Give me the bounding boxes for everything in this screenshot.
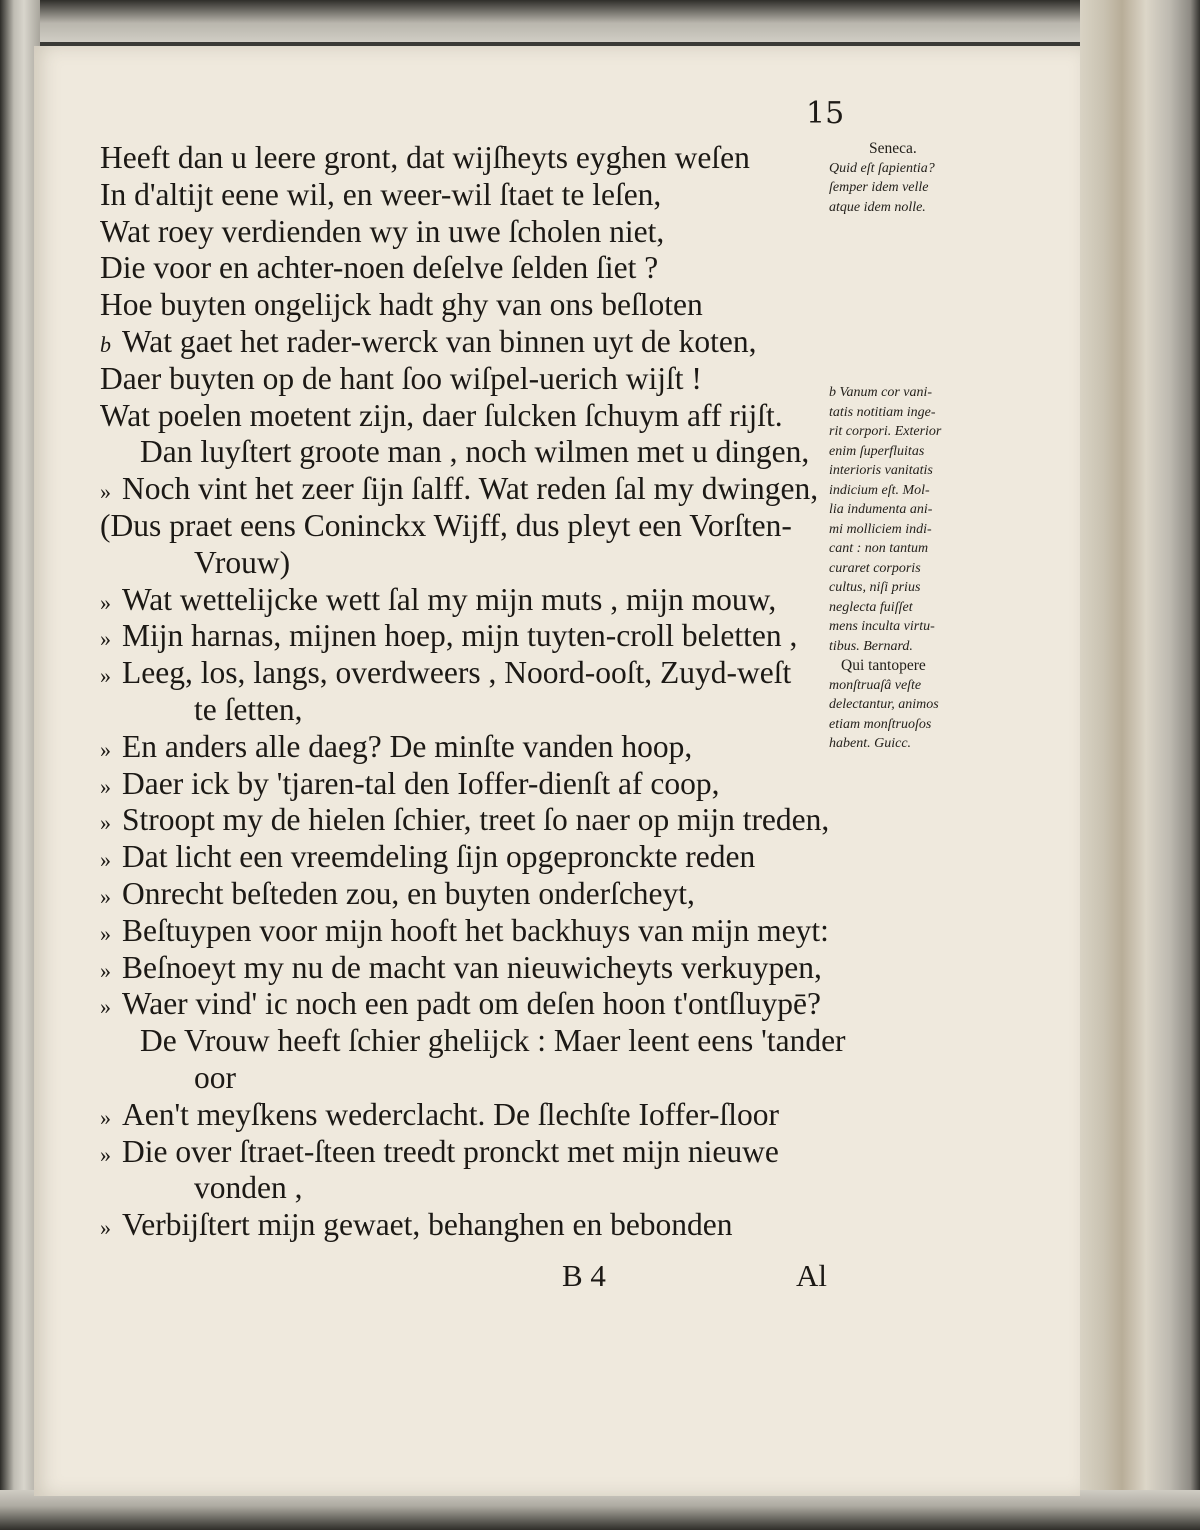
margin-note-line: Seneca.: [869, 140, 917, 157]
poem-line: Wat poelen moetent zijn, daer ſulcken ſchuym aff rijſt.: [100, 397, 783, 433]
poem-line: » Waer vind' ic noch een padt om deſen hoon t'ontſluypē?: [100, 986, 840, 1023]
quote-marker: »: [100, 1215, 111, 1241]
margin-note-line: mi molliciem indi-: [829, 521, 932, 537]
margin-note-line: Quid eſt ſapientia?: [829, 160, 935, 176]
margin-note-line: tibus. Bernard.: [829, 638, 913, 654]
poem-line: Hoe buyten ongelijck hadt ghy van ons beſloten: [100, 287, 703, 323]
quote-marker: »: [100, 847, 111, 873]
quote-marker: »: [100, 994, 111, 1020]
poem-line: te ſetten,: [194, 691, 303, 727]
margin-note-line: ſemper idem velle: [829, 180, 929, 195]
poem-line: » Verbijſtert mijn gewaet, behanghen en bebonden: [100, 1207, 840, 1244]
poem-line: » Stroopt my de hielen ſchier, treet ſo naer op mijn treden,: [100, 802, 840, 839]
quote-marker: »: [100, 773, 111, 799]
poem-line: » Beſtuypen voor mijn hooft het backhuys van mijn meyt:: [100, 913, 840, 950]
margin-note-line: monſtruaſâ veſte: [829, 677, 922, 693]
poem-line: » Aen't meyſkens wederclacht. De ſlechſte Ioffer-ſloor: [100, 1097, 840, 1134]
poem-line: » En anders alle daeg? De minſte vanden hoop,: [100, 729, 840, 766]
poem-line: » Beſnoeyt my nu de macht van nieuwicheyts verkuypen,: [100, 950, 840, 987]
poem-line: Heeft dan u leere gront, dat wijſheyts eyghen weſen: [100, 140, 750, 175]
margin-note-line: cultus, niſi prius: [829, 580, 921, 595]
poem-line: » Dat licht een vreemdeling ſijn opgepronckte reden: [100, 839, 840, 876]
poem-line: Vrouw): [194, 544, 291, 580]
margin-note-line: rit corpori. Exterior: [829, 424, 942, 439]
margin-note-line: interioris vanitatis: [829, 463, 933, 478]
page-number: 15: [806, 96, 845, 131]
book-cover-bottom: [0, 1490, 1200, 1530]
poem-line: » Daer ick by 'tjaren-tal den Ioffer-dienſt af coop,: [100, 766, 840, 803]
margin-note-seneca: [829, 139, 935, 217]
poem-line: » Noch vint het zeer ſijn ſalff. Wat reden ſal my dwingen,: [100, 471, 840, 508]
poem-line: Die voor en achter-noen deſelve ſelden ſiet ?: [100, 250, 659, 286]
poem-line: (Dus praet eens Coninckx Wijff, dus pleyt een Vorſten-: [100, 507, 792, 543]
margin-note-line: habent. Guicc.: [829, 736, 912, 751]
poem-line: » Onrecht beſteden zou, en buyten onderſcheyt,: [100, 876, 840, 913]
quote-marker: »: [100, 1141, 111, 1167]
book-cover-top: [0, 0, 1200, 42]
poem-line: » Mijn harnas, mijnen hoep, mijn tuyten-croll beletten ,: [100, 618, 840, 655]
quote-marker: »: [100, 920, 111, 946]
poem-text: [100, 140, 846, 1244]
poem-line: » Wat wettelijcke wett ſal my mijn muts , mijn mouw,: [100, 582, 840, 619]
poem-line: vonden ,: [194, 1170, 303, 1206]
book-page: [34, 46, 1080, 1496]
poem-line: Dan luyſtert groote man , noch wilmen met u dingen,: [140, 434, 810, 470]
quote-marker: »: [100, 1104, 111, 1130]
margin-note-line: enim ſuperfluitas: [829, 443, 925, 459]
margin-note-line: neglecta fuiſſet: [829, 599, 913, 615]
margin-note-line: b Vanum cor vani-: [829, 385, 933, 400]
quote-marker: »: [100, 663, 111, 689]
quote-marker: »: [100, 479, 111, 505]
quote-marker: »: [100, 957, 111, 983]
catchword: Al: [796, 1258, 827, 1293]
margin-note-line: indicium eſt. Mol-: [829, 482, 930, 498]
quote-marker: »: [100, 626, 111, 652]
signature-mark: B 4: [562, 1258, 606, 1293]
poem-line: oor: [194, 1059, 236, 1095]
margin-note-line: Qui tantopere: [841, 657, 926, 674]
page-edges-right: [1080, 0, 1200, 1530]
margin-note-line: lia indumenta ani-: [829, 502, 933, 517]
poem-line: De Vrouw heeft ſchier ghelijck : Maer leent eens 'tander: [140, 1023, 846, 1059]
margin-note-line: cant : non tantum: [829, 541, 929, 556]
margin-note-line: curaret corporis: [829, 560, 921, 576]
poem-line: In d'altijt eene wil, en weer-wil ſtaet te leſen,: [100, 176, 662, 212]
quote-marker: »: [100, 810, 111, 836]
poem-line: » Die over ſtraet-ſteen treedt pronckt met mijn nieuwe: [100, 1134, 840, 1171]
poem-line: » Leeg, los, langs, overdweers , Noord-ooſt, Zuyd-weſt: [100, 655, 840, 692]
note-reference-b: b: [100, 331, 111, 357]
margin-note-line: delectantur, animos: [829, 697, 939, 712]
poem-line: Wat roey verdienden wy in uwe ſcholen niet,: [100, 213, 665, 249]
quote-marker: »: [100, 589, 111, 615]
margin-note-line: atque idem nolle.: [829, 199, 926, 215]
margin-note-line: mens inculta virtu-: [829, 619, 935, 634]
quote-marker: »: [100, 883, 111, 909]
margin-note-line: etiam monſtruoſos: [829, 716, 932, 732]
poem-line: Daer buyten op de hant ſoo wiſpel-uerich wijſt !: [100, 360, 702, 396]
quote-marker: »: [100, 736, 111, 762]
poem-line: b Wat gaet het rader-werck van binnen uyt de koten,: [100, 324, 840, 361]
margin-note-line: tatis notitiam inge-: [829, 404, 936, 420]
margin-note-b: [829, 383, 941, 754]
